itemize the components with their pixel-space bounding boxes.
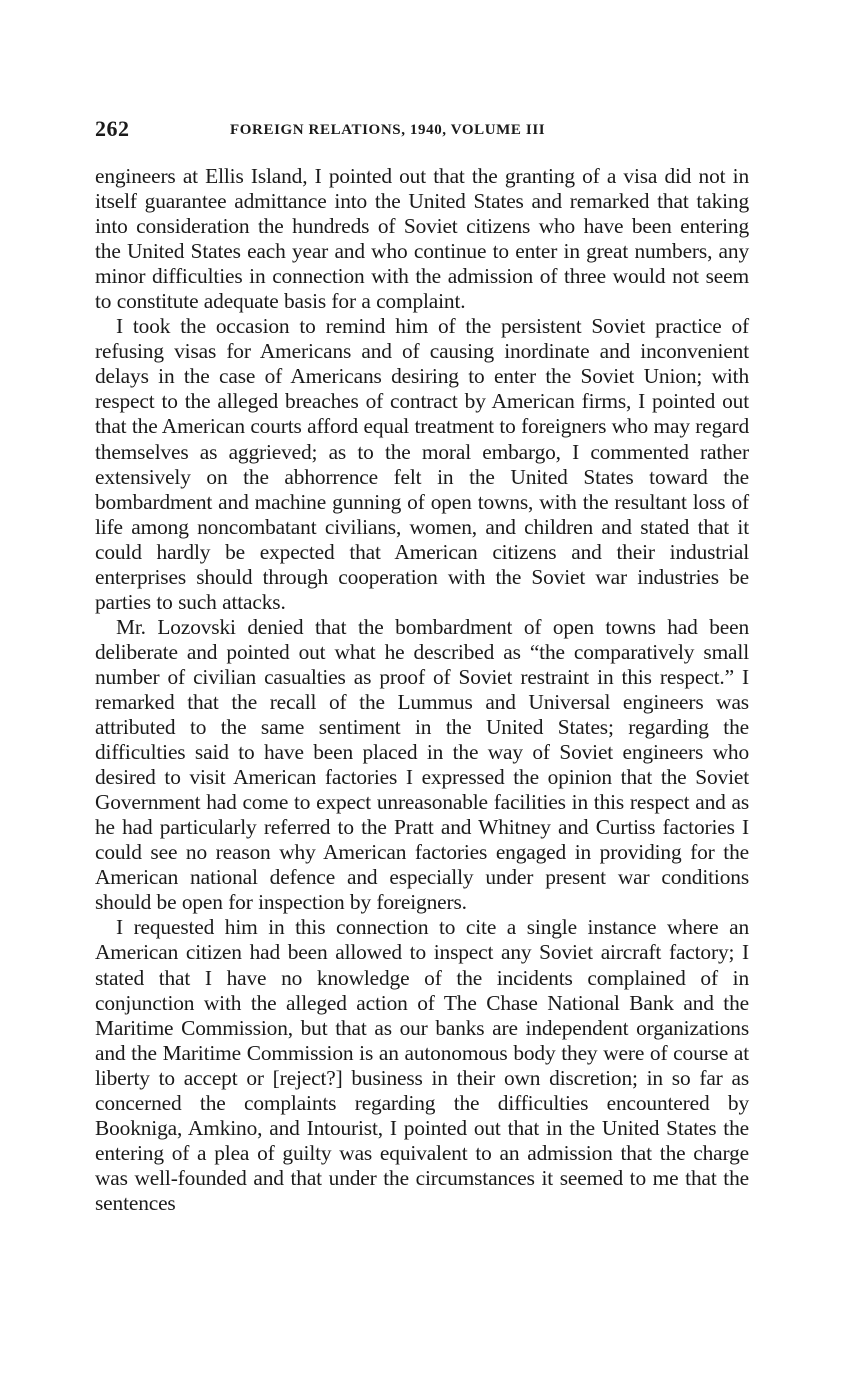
paragraph-visa-practice: I took the occasion to remind him of the persistent Soviet practice of refusing visas for Americans and of causing inordinate and inconvenient delays in the case of Americans desiring to enter the Soviet Union; with respect to the alleged breaches of contract by American firms, I pointed out that the American courts afford equal treatment to foreigners who may regard themselves as aggrieved; as to the moral embargo, I commented rather extensively on the abhorrence felt in the United States toward the bombardment and machine gunning of open towns, with the resultant loss of life among noncombatant civilians, women, and children and stated that it could hardly be expected that American citizens and their industrial enterprises should through cooperation with the Soviet war industries be parties to such attacks. bbox=[95, 314, 749, 614]
body-text bbox=[95, 164, 749, 1216]
document-page bbox=[95, 116, 749, 1216]
running-head-title: FOREIGN RELATIONS, 1940, VOLUME III bbox=[230, 122, 546, 138]
page-number: 262 bbox=[95, 116, 130, 141]
running-head bbox=[95, 116, 749, 146]
paragraph-lozovski-denial: Mr. Lozovski denied that the bombardment of open towns had been deliberate and pointed out what he described as “the comparatively small number of civilian casualties as proof of Soviet restraint in this respect.” I remarked that the recall of the Lummus and Universal engineers was attributed to the same sentiment in the United States; regarding the difficulties said to have been placed in the way of Soviet engineers who desired to visit American factories I expressed the opinion that the Soviet Government had come to expect unreasonable facilities in this respect and as he had particularly referred to the Pratt and Whitney and Curtiss factories I could see no reason why American factories engaged in providing for the American national defence and especially under present war conditions should be open for inspection by foreigners. bbox=[95, 614, 749, 915]
paragraph-aircraft-factory: I requested him in this connection to cite a single instance where an American citizen had been allowed to inspect any Soviet aircraft factory; I stated that I have no knowledge of the incidents complained of in conjunction with the alleged action of The Chase National Bank and the Maritime Commission, but that as our banks are independent organizations and the Maritime Commission is an autonomous body they were of course at liberty to accept or [reject?] business in their own discretion; in so far as concerned the complaints regarding the difficulties encountered by Bookniga, Amkino, and Intourist, I pointed out that in the United States the entering of a plea of guilty was equivalent to an admission that the charge was well-founded and that under the circumstances it seemed to me that the sentences bbox=[95, 915, 749, 1215]
paragraph-continuation: engineers at Ellis Island, I pointed out that the granting of a visa did not in itself guarantee admittance into the United States and remarked that taking into consideration the hundreds of Soviet citizens who have been entering the United States each year and who continue to enter in great numbers, any minor difficulties in connection with the admission of three would not seem to constitute adequate basis for a complaint. bbox=[95, 164, 749, 314]
